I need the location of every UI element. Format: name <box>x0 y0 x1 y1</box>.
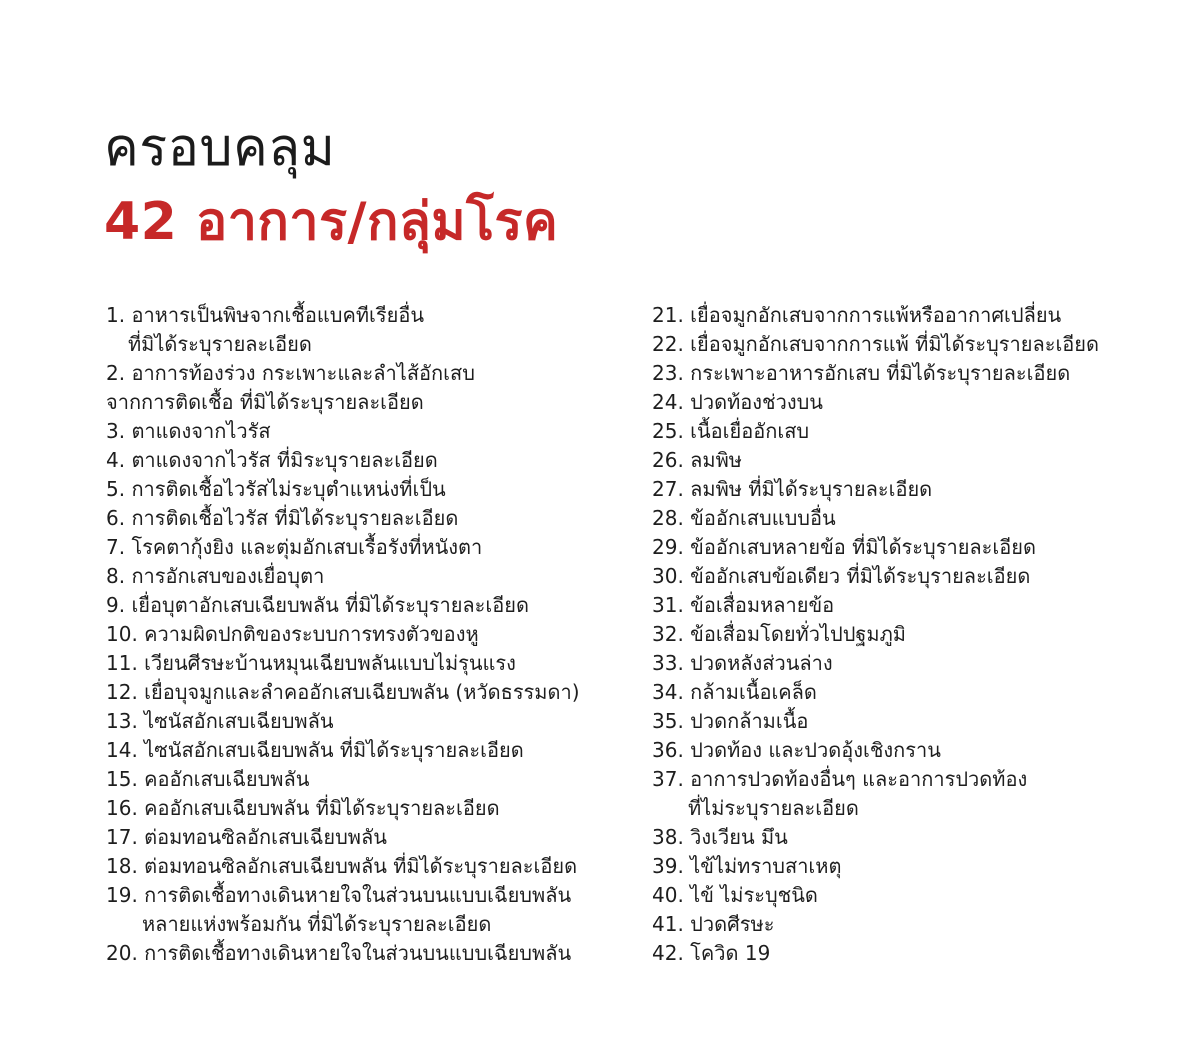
list-item-text: 10. ความผิดปกติของระบบการทรงตัวของหู <box>106 622 479 646</box>
list-item-text: 12. เยื่อบุจมูกและลำคออักเสบเฉียบพลัน (หวัดธรรมดา) <box>106 680 580 704</box>
list-item <box>106 736 626 765</box>
heading-title: ครอบคลุม <box>104 118 336 178</box>
list-item <box>106 446 626 475</box>
list-item <box>652 301 1172 330</box>
list-item-text: 41. ปวดศีรษะ <box>652 912 775 936</box>
list-item-text: 38. วิงเวียน มึน <box>652 825 788 849</box>
list-item-text: 27. ลมพิษ ที่มิได้ระบุรายละเอียด <box>652 477 933 501</box>
list-item <box>106 504 626 533</box>
list-item <box>106 301 626 359</box>
list-item <box>652 910 1172 939</box>
list-item-text: 19. การติดเชื้อทางเดินหายใจในส่วนบนแบบเฉียบพลัน <box>106 883 572 907</box>
list-item <box>106 794 626 823</box>
list-item <box>652 533 1172 562</box>
list-item-text: 1. อาหารเป็นพิษจากเชื้อแบคทีเรียอื่น <box>106 303 425 327</box>
list-item <box>652 649 1172 678</box>
list-item <box>106 533 626 562</box>
list-item-text: 9. เยื่อบุตาอักเสบเฉียบพลัน ที่มิได้ระบุรายละเอียด <box>106 593 529 617</box>
list-item-text: 14. ไซนัสอักเสบเฉียบพลัน ที่มิได้ระบุรายละเอียด <box>106 738 524 762</box>
list-item <box>106 620 626 649</box>
list-item <box>652 765 1172 823</box>
list-item <box>106 678 626 707</box>
list-item-text: 18. ต่อมทอนซิลอักเสบเฉียบพลัน ที่มิได้ระบุรายละเอียด <box>106 854 578 878</box>
list-item-text: 16. คออักเสบเฉียบพลัน ที่มิได้ระบุรายละเอียด <box>106 796 500 820</box>
list-item <box>652 707 1172 736</box>
list-item-text: 25. เนื้อเยื่ออักเสบ <box>652 419 810 443</box>
list-item-text: 5. การติดเชื้อไวรัสไม่ระบุตำแหน่งที่เป็น <box>106 477 446 501</box>
left-column-list <box>106 301 626 968</box>
list-item <box>652 939 1172 968</box>
list-item-text: 6. การติดเชื้อไวรัส ที่มิได้ระบุรายละเอียด <box>106 506 459 530</box>
list-item <box>106 707 626 736</box>
list-item-text: 31. ข้อเสื่อมหลายข้อ <box>652 593 835 617</box>
list-item <box>106 359 626 417</box>
list-item-continuation: จากการติดเชื้อ ที่มิได้ระบุรายละเอียด <box>106 390 424 414</box>
list-item-text: 37. อาการปวดท้องอื่นๆ และอาการปวดท้อง <box>652 767 1028 791</box>
list-item <box>652 881 1172 910</box>
list-item-text: 29. ข้ออักเสบหลายข้อ ที่มิได้ระบุรายละเอียด <box>652 535 1036 559</box>
list-item <box>652 678 1172 707</box>
list-item-text: 34. กล้ามเนื้อเคล็ด <box>652 680 817 704</box>
list-item-text: 39. ไข้ไม่ทราบสาเหตุ <box>652 854 842 878</box>
list-item <box>652 620 1172 649</box>
list-item-text: 42. โควิด 19 <box>652 941 771 965</box>
list-item <box>652 388 1172 417</box>
list-item <box>106 417 626 446</box>
list-item-text: 35. ปวดกล้ามเนื้อ <box>652 709 809 733</box>
list-item <box>652 475 1172 504</box>
list-item <box>652 852 1172 881</box>
list-item-text: 8. การอักเสบของเยื่อบุตา <box>106 564 325 588</box>
list-item-text: 20. การติดเชื้อทางเดินหายใจในส่วนบนแบบเฉียบพลัน <box>106 941 572 965</box>
list-item <box>652 823 1172 852</box>
list-item <box>652 591 1172 620</box>
list-item-text: 23. กระเพาะอาหารอักเสบ ที่มิได้ระบุรายละเอียด <box>652 361 1071 385</box>
list-item <box>652 446 1172 475</box>
list-item-text: 15. คออักเสบเฉียบพลัน <box>106 767 310 791</box>
list-item-text: 22. เยื่อจมูกอักเสบจากการแพ้ ที่มิได้ระบุรายละเอียด <box>652 332 1100 356</box>
list-item-text: 13. ไซนัสอักเสบเฉียบพลัน <box>106 709 334 733</box>
list-item-text: 2. อาการท้องร่วง กระเพาะและลำไส้อักเสบ <box>106 361 475 385</box>
list-item-text: 33. ปวดหลังส่วนล่าง <box>652 651 833 675</box>
list-item-text: 36. ปวดท้อง และปวดอุ้งเชิงกราน <box>652 738 941 762</box>
list-item-text: 30. ข้ออักเสบข้อเดียว ที่มิได้ระบุรายละเอียด <box>652 564 1031 588</box>
list-item-text: 17. ต่อมทอนซิลอักเสบเฉียบพลัน <box>106 825 387 849</box>
list-item-text: 7. โรคตากุ้งยิง และตุ่มอักเสบเรื้อรังที่หนังตา <box>106 535 483 559</box>
list-item <box>106 939 626 968</box>
right-column-list <box>652 301 1172 968</box>
list-item <box>106 881 626 939</box>
list-item <box>106 823 626 852</box>
list-item-text: 24. ปวดท้องช่วงบน <box>652 390 823 414</box>
heading <box>104 112 804 260</box>
list-item <box>652 330 1172 359</box>
list-item-continuation: ที่ไม่ระบุรายละเอียด <box>688 796 859 820</box>
list-item-text: 26. ลมพิษ <box>652 448 742 472</box>
list-item <box>106 475 626 504</box>
heading-subtitle: 42 อาการ/กลุ่มโรค <box>104 192 559 252</box>
list-item-continuation: หลายแห่งพร้อมกัน ที่มิได้ระบุรายละเอียด <box>142 912 492 936</box>
list-item <box>652 417 1172 446</box>
list-item-text: 3. ตาแดงจากไวรัส <box>106 419 271 443</box>
list-item <box>652 562 1172 591</box>
list-item-text: 11. เวียนศีรษะบ้านหมุนเฉียบพลันแบบไม่รุนแรง <box>106 651 516 675</box>
list-item-continuation: ที่มิได้ระบุรายละเอียด <box>128 332 312 356</box>
list-item <box>106 765 626 794</box>
list-item-text: 40. ไข้ ไม่ระบุชนิด <box>652 883 818 907</box>
list-item <box>652 736 1172 765</box>
list-item <box>106 562 626 591</box>
list-item <box>106 852 626 881</box>
list-item <box>106 649 626 678</box>
list-item-text: 4. ตาแดงจากไวรัส ที่มิระบุรายละเอียด <box>106 448 438 472</box>
list-item <box>652 504 1172 533</box>
list-item <box>106 591 626 620</box>
list-item <box>652 359 1172 388</box>
list-item-text: 32. ข้อเสื่อมโดยทั่วไปปฐมภูมิ <box>652 622 906 646</box>
list-item-text: 28. ข้ออักเสบแบบอื่น <box>652 506 836 530</box>
list-item-text: 21. เยื่อจมูกอักเสบจากการแพ้หรืออากาศเปลี่ยน <box>652 303 1062 327</box>
